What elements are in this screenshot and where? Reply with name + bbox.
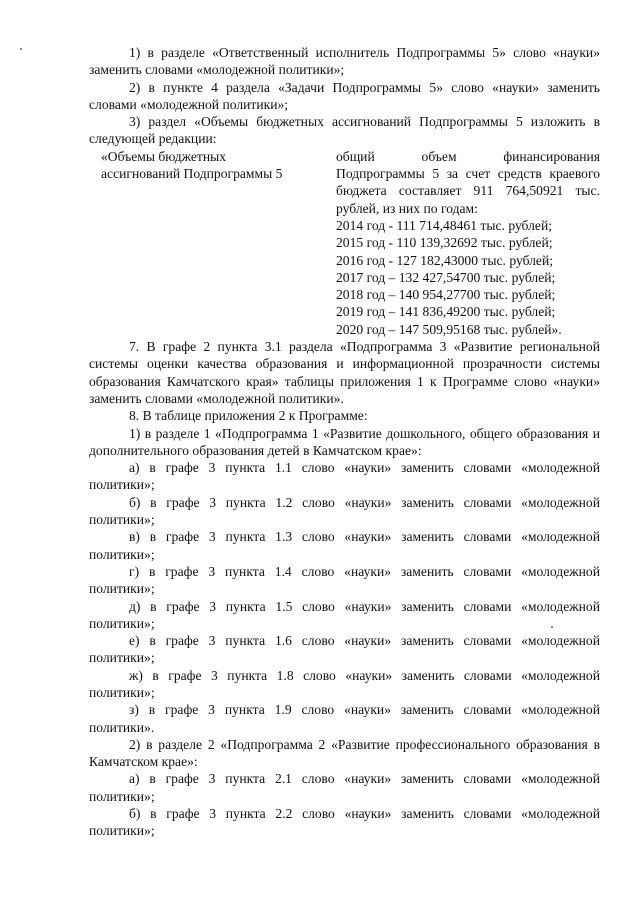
budget-year-line: 2019 год – 141 836,49200 тыс. рублей; [336,304,556,320]
budget-label-line-2: ассигнований Подпрограммы 5 [101,166,283,182]
subitem-z: з) в графе 3 пункта 1.9 слово «науки» заменить словами «молодежной политики». [89,702,600,735]
budget-year-line: 2018 год – 140 954,27700 тыс. рублей; [336,287,556,303]
subitem-b: б) в графе 3 пункта 1.2 слово «науки» заменить словами «молодежной политики»; [89,494,600,528]
subitem-g: г) в графе 3 пункта 1.4 слово «науки» заменить словами «молодежной политики»; [89,563,600,597]
subitem-a: а) в графе 3 пункта 1.1 слово «науки» заменить словами «молодежной политики»; [89,460,600,493]
subitem-2b: б) в графе 3 пункта 2.2 слово «науки» заменить словами «молодежной политики»; [89,806,600,839]
paragraph-7: 7. В графе 2 пункта 3.1 раздела «Подпрограмма 3 «Развитие региональной системы оценки качества образования и информационной прозрачности системы образования Камчатского края» таблицы приложения 1 к Программе слово «науки» заменить словами «молодежной политики». [89,339,600,406]
subitem-v: в) в графе 3 пункта 1.3 слово «науки» заменить словами «молодежной политики»; [89,529,600,562]
budget-total-text: общий объем финансирования Подпрограммы 5 за счет средств краевого бюджета составляет 911 764,50921 тыс. рублей, из них по годам: [336,148,600,216]
subitem-d: д) в графе 3 пункта 1.5 слово «науки» заменить словами «молодежной политики»; [89,598,600,631]
subitem-2a: а) в графе 3 пункта 2.1 слово «науки» заменить словами «молодежной политики»; [89,771,600,804]
paragraph-item-3: 3) раздел «Объемы бюджетных ассигнований Подпрограммы 5 изложить в следующей редакции: [89,114,600,147]
paragraph-item-2: 2) в пункте 4 раздела «Задачи Подпрограммы 5» слово «науки» заменить словами «молодежной политики»; [89,79,600,112]
budget-block-label [89,148,336,338]
document-body [89,44,600,840]
subitem-e: е) в графе 3 пункта 1.6 слово «науки» заменить словами «молодежной политики»; [89,633,600,666]
budget-year-line: 2017 год – 132 427,54700 тыс. рублей; [336,269,556,285]
subitem-zh: ж) в графе 3 пункта 1.8 слово «науки» заменить словами «молодежной политики»; [89,667,600,700]
paragraph-8: 8. В таблице приложения 2 к Программе: [129,408,368,424]
budget-year-line: 2020 год – 147 509,95168 тыс. рублей». [336,321,562,337]
budget-year-line: 2014 год - 111 714,48461 тыс. рублей; [336,217,553,233]
budget-label-line-1: «Объемы бюджетных [101,148,227,164]
budget-block-content [336,148,600,338]
budget-year-line: 2015 год - 110 139,32692 тыс. рублей; [336,235,553,251]
paragraph-8-2: 2) в разделе 2 «Подпрограмма 2 «Развитие профессионального образования в Камчатском крае»: [89,736,600,770]
paragraph-item-1: 1) в разделе «Ответственный исполнитель Подпрограммы 5» слово «науки» заменить словами «молодежной политики»; [89,45,600,78]
paragraph-8-1: 1) в разделе 1 «Подпрограмма 1 «Развитие дошкольного, общего образования и дополнительного образования детей в Камчатском крае»: [89,425,600,458]
scan-speck [20,48,22,50]
budget-block [89,148,600,338]
budget-year-line: 2016 год - 127 182,43000 тыс. рублей; [336,252,554,268]
